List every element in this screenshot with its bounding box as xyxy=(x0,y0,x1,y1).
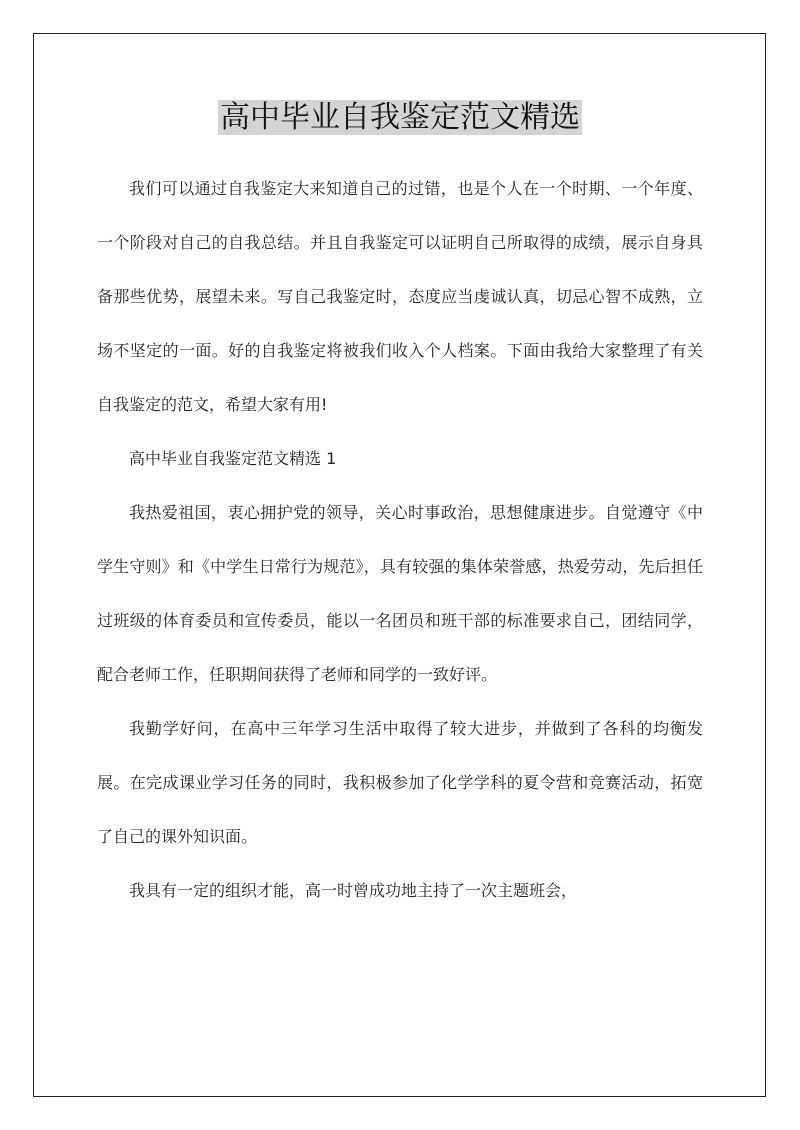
body-paragraph-2: 我勤学好问，在高中三年学习生活中取得了较大进步，并做到了各科的均衡发展。在完成课业学习任务的同时，我积极参加了化学学科的夏令营和竞赛活动，拓宽了自己的课外知识面。 xyxy=(97,719,703,846)
document-title-text: 高中毕业自我鉴定范文精选 xyxy=(220,100,580,135)
body-paragraph-3: 我具有一定的组织才能，高一时曾成功地主持了一次主题班会， xyxy=(129,881,578,900)
document-title xyxy=(0,97,800,139)
document-body xyxy=(97,162,703,918)
body-paragraph-1: 我热爱祖国，衷心拥护党的领导，关心时事政治，思想健康进步。自觉遵守《中学生守则》和《中学生日常行为规范》，具有较强的集体荣誉感，热爱劳动，先后担任过班级的体育委员和宣传委员，能以一名团员和班干部的标准要求自己，团结同学，配合老师工作，任职期间获得了老师和同学的一致好评。 xyxy=(97,503,703,684)
intro-paragraph: 我们可以通过自我鉴定大来知道自己的过错，也是个人在一个时期、一个年度、一个阶段对自己的自我总结。并且自我鉴定可以证明自己所取得的成绩，展示自身具备那些优势，展望未来。写自己我鉴定时，态度应当虔诚认真，切忌心智不成熟，立场不坚定的一面。好的自我鉴定将被我们收入个人档案。下面由我给大家整理了有关自我鉴定的范文，希望大家有用! xyxy=(97,179,703,414)
section-heading: 高中毕业自我鉴定范文精选 1 xyxy=(129,449,337,468)
